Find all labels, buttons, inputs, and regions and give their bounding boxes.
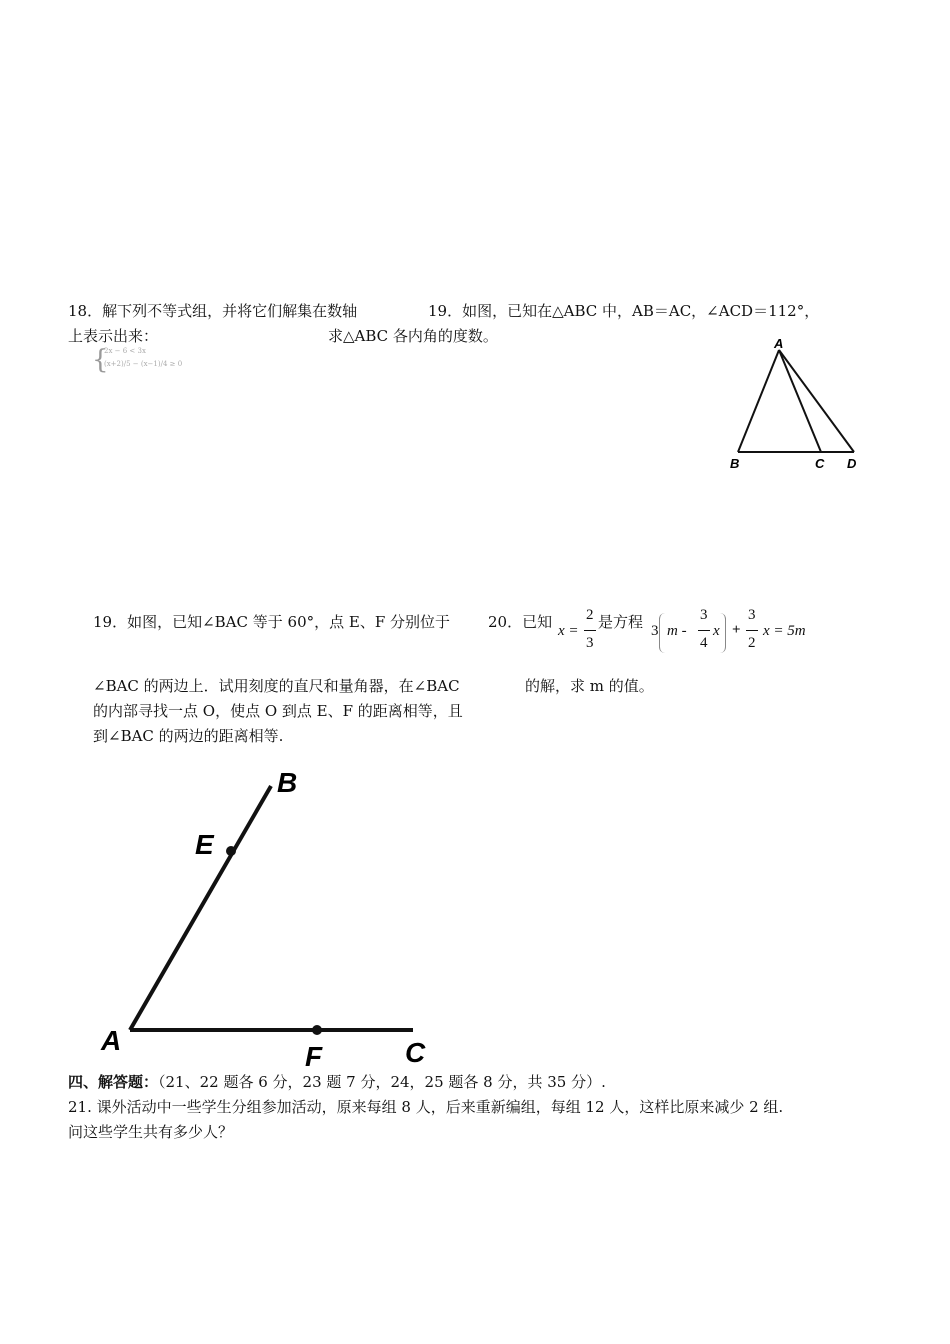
label-angle-a: A: [101, 1025, 122, 1056]
frac3-num: 3: [748, 607, 756, 623]
inequality-1: 2x − 6 < 3x: [104, 347, 146, 355]
q20-prefix: 20．已知: [488, 613, 553, 631]
q21-line1: 21. 课外活动中一些学生分组参加活动，原来每组 8 人，后来重新编组，每组 12 人，这样比原来减少 2 组.: [68, 1098, 784, 1116]
label-c: C: [815, 456, 825, 471]
label-a: A: [774, 336, 784, 351]
frac2-bar: [698, 630, 710, 631]
segment-ab: [738, 350, 779, 452]
q19b-line2: ∠BAC 的两边上．试用刻度的直尺和量角器，在∠BAC: [93, 677, 460, 695]
frac2-num: 3: [700, 607, 708, 623]
triangle-figure: [720, 330, 870, 475]
q20-middle: 是方程: [598, 613, 644, 631]
rhs: x = 5m: [763, 623, 806, 639]
segment-ac: [779, 350, 821, 452]
q19b-line3: 的内部寻找一点 O，使点 O 到点 E、F 的距离相等，且: [93, 702, 463, 720]
x-equals: x =: [558, 623, 579, 639]
q19b-line1: 19．如图，已知∠BAC 等于 60°，点 E、F 分别位于: [93, 613, 451, 631]
angle-figure: [95, 760, 445, 1075]
q20-equation: [555, 605, 825, 665]
label-angle-f: F: [305, 1041, 323, 1072]
ray-ab: [130, 786, 271, 1030]
inequality-system: [92, 347, 242, 375]
var-x: x: [713, 623, 720, 639]
section4-note: （21、22 题各 6 分，23 题 7 分，24，25 题各 8 分，共 35 分）.: [158, 1073, 606, 1091]
inequality-2: (x+2)/5 − (x−1)/4 ≥ 0: [104, 360, 183, 368]
label-angle-e: E: [195, 829, 214, 860]
brace-icon: {: [92, 345, 109, 375]
q19a-line2: 求△ABC 各内角的度数。: [328, 327, 498, 345]
label-angle-c: C: [405, 1037, 426, 1068]
section4-title: [68, 1071, 606, 1093]
coef-three: 3: [651, 623, 659, 639]
q21-line2: 问这些学生共有多少人？: [68, 1123, 234, 1141]
plus-sign: +: [732, 622, 741, 638]
frac1-num: 2: [586, 607, 594, 623]
left-paren-icon: [659, 613, 666, 653]
frac3-den: 2: [748, 635, 756, 651]
q18-line1: 18．解下列不等式组，并将它们解集在数轴: [68, 302, 358, 320]
m-minus: m -: [667, 623, 687, 639]
frac1-bar: [584, 630, 596, 631]
label-d: D: [847, 456, 857, 471]
frac2-den: 4: [700, 635, 708, 651]
q19b-line4: 到∠BAC 的两边的距离相等.: [93, 727, 284, 745]
q20-line2: 的解，求 m 的值。: [525, 677, 654, 695]
right-paren-icon: [719, 613, 726, 653]
frac1-den: 3: [586, 635, 594, 651]
q19a-line1: 19．如图，已知在△ABC 中，AB＝AC，∠ACD＝112°，: [428, 302, 820, 320]
point-f: [312, 1025, 322, 1035]
segment-ad: [779, 350, 854, 452]
q18-line2: 上表示出来：: [68, 327, 159, 345]
point-e: [226, 846, 236, 856]
label-angle-b: B: [277, 767, 298, 798]
frac3-bar: [746, 630, 758, 631]
label-b: B: [730, 456, 740, 471]
section4-heading: 四、解答题：: [68, 1073, 159, 1091]
